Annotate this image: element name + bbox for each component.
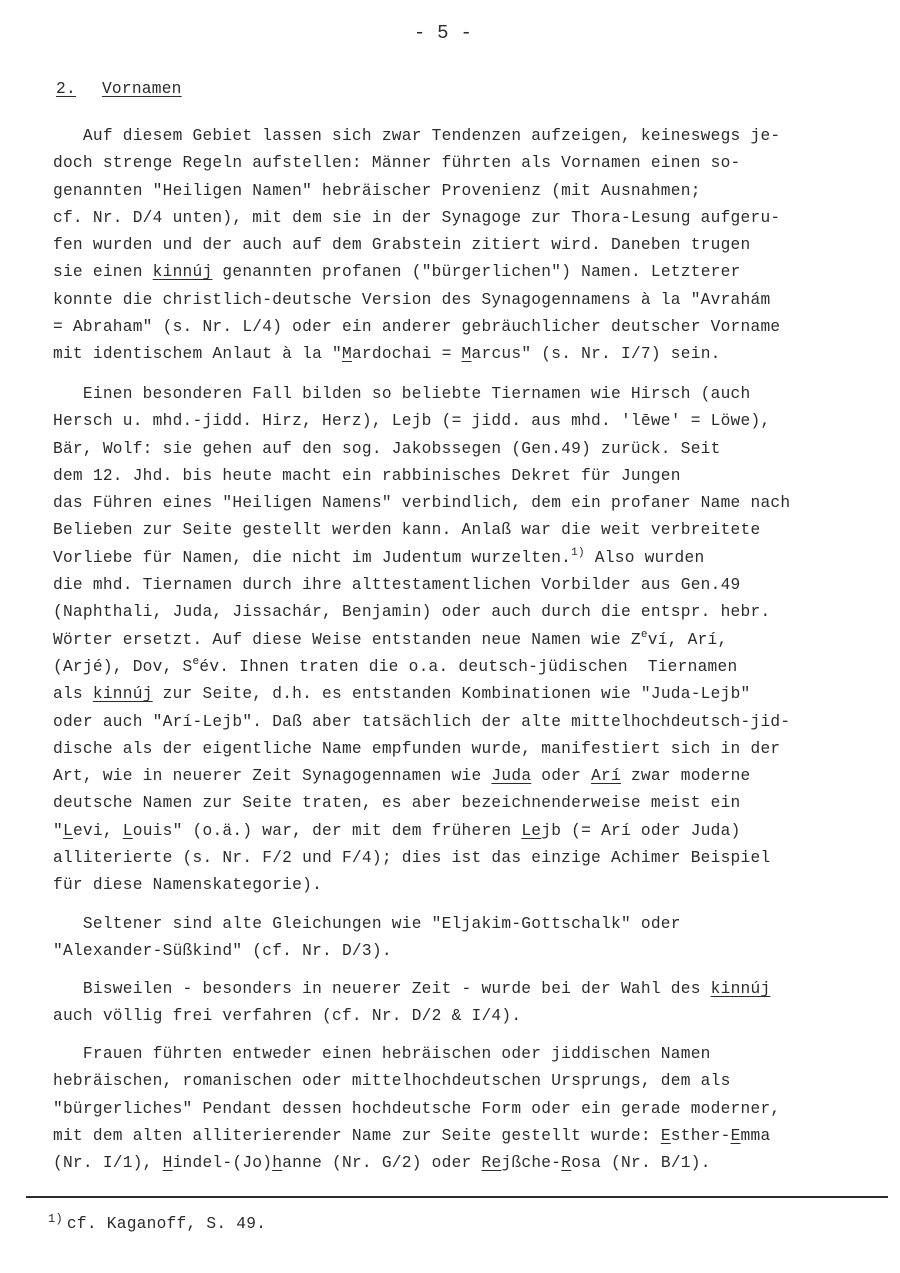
- section-number: 2.: [56, 80, 76, 98]
- underlined-text: E: [730, 1126, 741, 1145]
- underlined-text: L: [62, 821, 73, 840]
- text-segment: Wörter ersetzt. Auf diese Weise entstanden neue Namen wie Z: [53, 630, 641, 649]
- text-line: [53, 178, 883, 205]
- text-segment: = Abraham" (s. Nr. L/4) oder ein anderer gebräuchlicher deutscher Vorname: [53, 318, 781, 337]
- text-segment: hebräischen, romanischen oder mittelhochdeutschen Ursprungs, dem als: [53, 1072, 731, 1091]
- section-heading: [56, 80, 182, 98]
- text-segment: indel-(Jo): [172, 1154, 273, 1173]
- text-segment: alliterierte (s. Nr. F/2 und F/4); dies ist das einzige Achimer Beispiel: [53, 849, 771, 868]
- footnote-separator: [26, 1196, 888, 1198]
- text-line: [53, 654, 883, 681]
- text-line: [53, 232, 883, 259]
- underlined-text: L: [122, 821, 133, 840]
- text-segment: Belieben zur Seite gestellt werden kann. Anlaß war die weit verbreitete: [53, 521, 761, 540]
- superscript: e: [640, 628, 648, 641]
- text-segment: Frauen führten entweder einen hebräischen oder jiddischen Namen: [53, 1045, 711, 1063]
- text-segment: Auf diesem Gebiet lassen sich zwar Tendenzen aufzeigen, keineswegs je-: [53, 127, 781, 145]
- text-line: [53, 436, 883, 463]
- underlined-text: Arí: [591, 767, 621, 786]
- text-segment: das Führen eines "Heiligen Namens" verbindlich, dem ein profaner Name nach: [53, 494, 791, 513]
- text-segment: Hersch u. mhd.-jidd. Hirz, Herz), Lejb (= jidd. aus mhd. 'lēwe' = Löwe),: [53, 412, 771, 431]
- text-segment: konnte die christlich-deutsche Version des Synagogennamens à la "Avrahám: [53, 290, 771, 309]
- text-segment: als: [53, 685, 93, 704]
- text-segment: Art, wie in neuerer Zeit Synagogennamen wie: [53, 767, 492, 786]
- text-segment: Vorliebe für Namen, die nicht im Judentum wurzelten.: [53, 548, 572, 567]
- text-segment: zur Seite, d.h. es entstanden Kombinationen wie "Juda-Lejb": [152, 685, 751, 704]
- text-segment: Seltener sind alte Gleichungen wie "Eljakim-Gottschalk" oder: [53, 915, 681, 933]
- underlined-text: M: [461, 345, 472, 364]
- text-line: [53, 872, 883, 899]
- text-segment: ardochai =: [351, 345, 462, 364]
- text-line: [53, 1123, 883, 1150]
- underlined-text: kinnúj: [710, 980, 771, 998]
- text-segment: sie einen: [53, 263, 153, 282]
- paragraph-2: [53, 381, 883, 900]
- superscript: e: [192, 655, 200, 668]
- text-segment: genannten profanen ("bürgerlichen") Namen. Letzterer: [212, 263, 741, 282]
- text-segment: doch strenge Regeln aufstellen: Männer führten als Vornamen einen so-: [53, 154, 741, 173]
- underlined-text: M: [341, 345, 352, 364]
- text-line: [53, 381, 883, 408]
- footnote: [48, 1212, 266, 1233]
- paragraph-1: [53, 123, 883, 369]
- footnote-mark: 1): [48, 1212, 63, 1226]
- text-line: [53, 572, 883, 599]
- underlined-text: E: [660, 1126, 671, 1145]
- text-segment: evi,: [72, 821, 123, 840]
- underlined-text: kinnúj: [92, 685, 153, 704]
- text-segment: (Naphthali, Juda, Jissachár, Benjamin) oder auch durch die entspr. hebr.: [53, 603, 771, 622]
- text-line: [53, 150, 883, 177]
- text-line: [53, 463, 883, 490]
- paragraph-4: [53, 976, 883, 1031]
- text-line: [53, 287, 883, 314]
- text-line: [53, 517, 883, 544]
- underlined-text: H: [162, 1154, 173, 1173]
- text-segment: Einen besonderen Fall bilden so beliebte Tiernamen wie Hirsch (auch: [53, 385, 751, 403]
- text-line: [53, 763, 883, 790]
- text-line: [53, 709, 883, 736]
- text-segment: Also wurden: [584, 548, 705, 567]
- text-segment: anne (Nr. G/2) oder: [282, 1154, 482, 1173]
- text-line: [53, 736, 883, 763]
- text-line: [53, 790, 883, 817]
- text-segment: deutsche Namen zur Seite traten, es aber bezeichnenderweise meist ein: [53, 794, 741, 813]
- text-segment: év. Ihnen traten die o.a. deutsch-jüdischen Tiernamen: [199, 657, 738, 676]
- text-line: [53, 341, 883, 368]
- text-segment: Bär, Wolf: sie gehen auf den sog. Jakobssegen (Gen.49) zurück. Seit: [53, 439, 721, 458]
- text-segment: cf. Nr. D/4 unten), mit dem sie in der Synagoge zur Thora-Lesung aufgeru-: [53, 208, 781, 227]
- text-line: [53, 976, 883, 1003]
- text-line: [53, 1150, 883, 1177]
- page-number: - 5 -: [413, 22, 473, 44]
- text-line: [53, 1041, 883, 1068]
- superscript: 1): [571, 546, 585, 559]
- text-segment: oder: [531, 767, 592, 786]
- text-segment: zwar moderne: [620, 767, 751, 786]
- text-segment: dem 12. Jhd. bis heute macht ein rabbinisches Dekret für Jungen: [53, 466, 681, 485]
- text-segment: mit identischem Anlaut à la ": [53, 345, 342, 364]
- text-line: [53, 123, 883, 150]
- text-segment: ouis" (o.ä.) war, der mit dem früheren: [132, 821, 522, 840]
- underlined-text: h: [272, 1154, 283, 1173]
- text-segment: jb (= Arí oder Juda): [541, 821, 741, 840]
- text-line: [53, 1068, 883, 1095]
- underlined-text: Juda: [491, 767, 532, 786]
- text-line: [53, 1003, 883, 1030]
- underlined-text: kinnúj: [152, 263, 213, 282]
- underlined-text: Re: [481, 1154, 502, 1173]
- text-line: [53, 845, 883, 872]
- text-segment: fen wurden und der auch auf dem Grabstein zitiert wird. Daneben trugen: [53, 236, 751, 255]
- text-segment: genannten "Heiligen Namen" hebräischer Provenienz (mit Ausnahmen;: [53, 181, 701, 200]
- footnote-text: cf. Kaganoff, S. 49.: [66, 1215, 267, 1233]
- text-line: [53, 259, 883, 286]
- text-segment: jßche-: [501, 1154, 562, 1173]
- text-segment: oder auch "Arí-Lejb". Daß aber tatsächlich der alte mittelhochdeutsch-jid-: [53, 712, 791, 731]
- text-segment: dische als der eigentliche Name empfunden wurde, manifestiert sich in der: [53, 739, 781, 758]
- text-segment: mit dem alten alliterierender Name zur Seite gestellt wurde:: [53, 1126, 661, 1145]
- text-line: [53, 938, 883, 965]
- text-line: [53, 205, 883, 232]
- underlined-text: Le: [521, 821, 542, 840]
- section-title: Vornamen: [101, 80, 182, 98]
- text-line: [53, 911, 883, 938]
- text-segment: für diese Namenskategorie).: [53, 876, 323, 895]
- text-line: [53, 1096, 883, 1123]
- text-line: [53, 408, 883, 435]
- text-segment: ": [53, 821, 63, 840]
- text-segment: "Alexander-Süßkind" (cf. Nr. D/3).: [53, 942, 392, 961]
- text-line: [53, 599, 883, 626]
- paragraph-3: [53, 911, 883, 966]
- text-segment: die mhd. Tiernamen durch ihre alttestamentlichen Vorbilder aus Gen.49: [53, 576, 741, 595]
- underlined-text: R: [561, 1154, 572, 1173]
- text-segment: Bisweilen - besonders in neuerer Zeit - wurde bei der Wahl des: [53, 980, 711, 998]
- text-segment: (Arjé), Dov, S: [53, 657, 193, 676]
- text-segment: "bürgerliches" Pendant dessen hochdeutsche Form oder ein gerade moderner,: [53, 1099, 781, 1118]
- text-line: [53, 627, 883, 654]
- text-line: [53, 818, 883, 845]
- text-line: [53, 490, 883, 517]
- text-line: [53, 681, 883, 708]
- paragraph-5: [53, 1041, 883, 1177]
- text-segment: sther-: [670, 1126, 731, 1145]
- text-segment: mma: [740, 1126, 771, 1145]
- text-line: [53, 314, 883, 341]
- text-segment: auch völlig frei verfahren (cf. Nr. D/2 & I/4).: [53, 1007, 522, 1026]
- text-line: [53, 545, 883, 572]
- text-segment: osa (Nr. B/1).: [571, 1154, 711, 1173]
- text-segment: ví, Arí,: [647, 630, 728, 649]
- text-segment: (Nr. I/1),: [53, 1154, 163, 1173]
- text-segment: arcus" (s. Nr. I/7) sein.: [471, 345, 721, 364]
